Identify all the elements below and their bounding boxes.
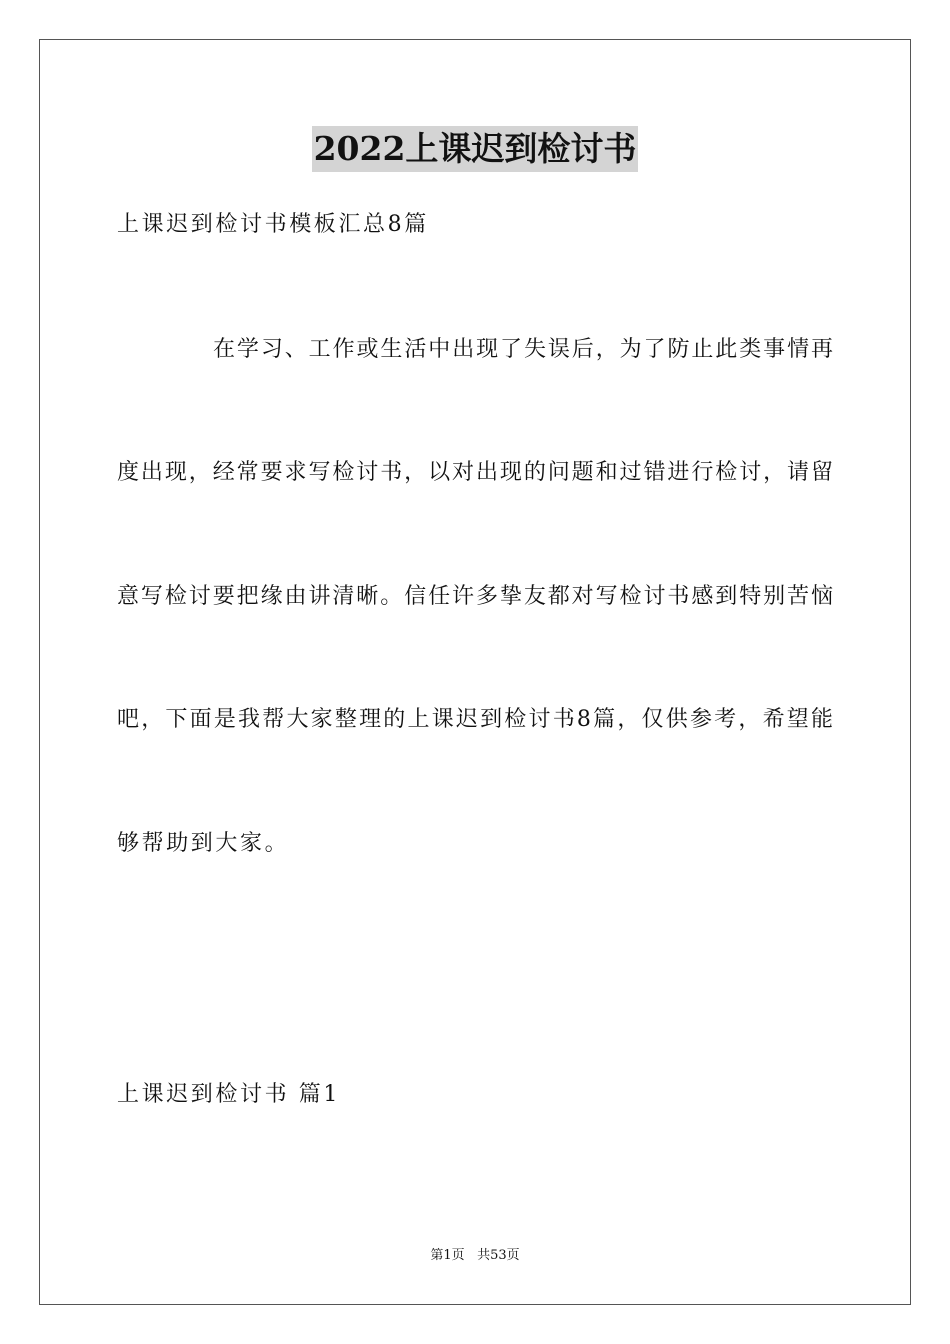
document-subtitle: 上课迟到检讨书模板汇总8篇 (117, 212, 429, 237)
title-container (0, 126, 950, 172)
page-number: 第1页 (430, 1248, 465, 1263)
paragraph-line-1: 在学习、工作或生活中出现了失误后，为了防止此类事情再 (213, 337, 833, 362)
page-footer (0, 1247, 950, 1265)
paragraph-line-2: 度出现，经常要求写检讨书，以对出现的问题和过错进行检讨，请留 (117, 460, 833, 485)
document-title: 2022上课迟到检讨书 (312, 126, 639, 172)
section-heading: 上课迟到检讨书 篇1 (117, 1082, 340, 1107)
total-pages: 共53页 (477, 1248, 520, 1263)
paragraph-line-4: 吧，下面是我帮大家整理的上课迟到检讨书8篇，仅供参考，希望能 (117, 707, 833, 732)
paragraph-line-5: 够帮助到大家。 (117, 831, 290, 856)
paragraph-line-3: 意写检讨要把缘由讲清晰。信任许多挚友都对写检讨书感到特别苦恼 (117, 584, 833, 609)
